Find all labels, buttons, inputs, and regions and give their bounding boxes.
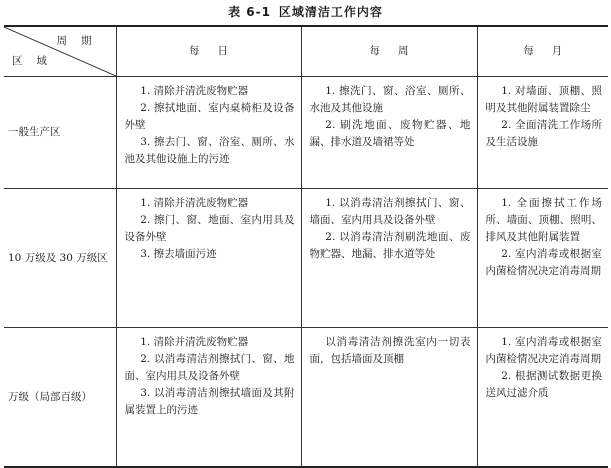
list-item: 1. 擦洗门、窗、浴室、厕所、水池及其他设施 xyxy=(309,85,471,114)
list-item: 1. 对墙面、顶棚、照明及其他附属装置除尘 xyxy=(485,85,602,114)
weekly-cell xyxy=(301,189,477,328)
zone-cell: 10 万级及 30 万级区 xyxy=(4,189,116,328)
weekly-cell xyxy=(301,328,477,468)
list-item: 1. 清除并清洗废物贮器 xyxy=(140,336,249,348)
table-number: 表 6-1 xyxy=(228,5,271,19)
table-row xyxy=(4,77,608,189)
list-item: 2. 室内消毒或根据室内菌检情况决定消毒周期 xyxy=(485,248,602,277)
header-row xyxy=(4,26,608,77)
list-item: 2. 刷洗地面、废物贮器、地漏、排水道及墙裙等处 xyxy=(309,119,471,148)
daily-cell xyxy=(116,77,301,189)
daily-cell xyxy=(116,328,301,468)
daily-cell xyxy=(116,189,301,328)
zone-cell: 一般生产区 xyxy=(4,77,116,189)
list-item: 1. 清除并清洗废物贮器 xyxy=(140,85,249,97)
period-label: 周期 xyxy=(56,35,106,47)
table-title: 区域清洁工作内容 xyxy=(278,5,383,19)
monthly-cell xyxy=(477,328,608,468)
cleaning-table xyxy=(4,25,608,468)
list-item: 2. 以消毒清洁剂擦拭门、窗、地面、室内用具及设备外壁 xyxy=(124,353,295,382)
list-item: 1. 全面擦拭工作场所、墙面、顶棚、照明、排风及其他附属装置 xyxy=(485,197,602,243)
list-item: 2. 擦门、窗、地面、室内用具及设备外壁 xyxy=(124,214,295,243)
list-item: 3. 擦去墙面污迹 xyxy=(140,248,217,260)
zone-label: 区域 xyxy=(12,55,61,67)
table-row xyxy=(4,189,608,328)
column-header-weekly: 每周 xyxy=(301,26,477,77)
list-item: 以消毒清洁剂擦洗室内一切表面，包括墙面及顶棚 xyxy=(309,336,471,365)
list-item: 2. 全面清洗工作场所及生活设施 xyxy=(485,119,602,148)
table-row xyxy=(4,328,608,468)
zone-cell: 万级（局部百级） xyxy=(4,328,116,468)
monthly-cell xyxy=(477,189,608,328)
monthly-cell xyxy=(477,77,608,189)
list-item: 2. 擦拭地面、室内桌椅柜及设备外壁 xyxy=(124,102,295,131)
table-caption xyxy=(0,3,611,20)
column-header-daily: 每日 xyxy=(116,26,301,77)
list-item: 2. 根据测试数据更换送风过滤介质 xyxy=(485,370,602,399)
list-item: 3. 以消毒清洁剂擦拭墙面及其附属装置上的污迹 xyxy=(124,387,295,416)
column-header-monthly: 每月 xyxy=(477,26,608,77)
list-item: 3. 擦去门、窗、浴室、厕所、水池及其他设施上的污迹 xyxy=(124,136,295,165)
diagonal-header-cell xyxy=(4,26,116,77)
list-item: 1. 清除并清洗废物贮器 xyxy=(140,197,249,209)
list-item: 2. 以消毒清洁剂刷洗地面、废物贮器、地漏、排水道等处 xyxy=(309,231,471,260)
list-item: 1. 室内消毒或根据室内菌检情况决定消毒周期 xyxy=(485,336,602,365)
list-item: 1. 以消毒清洁剂擦拭门、窗、墙面、室内用具及设备外壁 xyxy=(309,197,471,226)
weekly-cell xyxy=(301,77,477,189)
